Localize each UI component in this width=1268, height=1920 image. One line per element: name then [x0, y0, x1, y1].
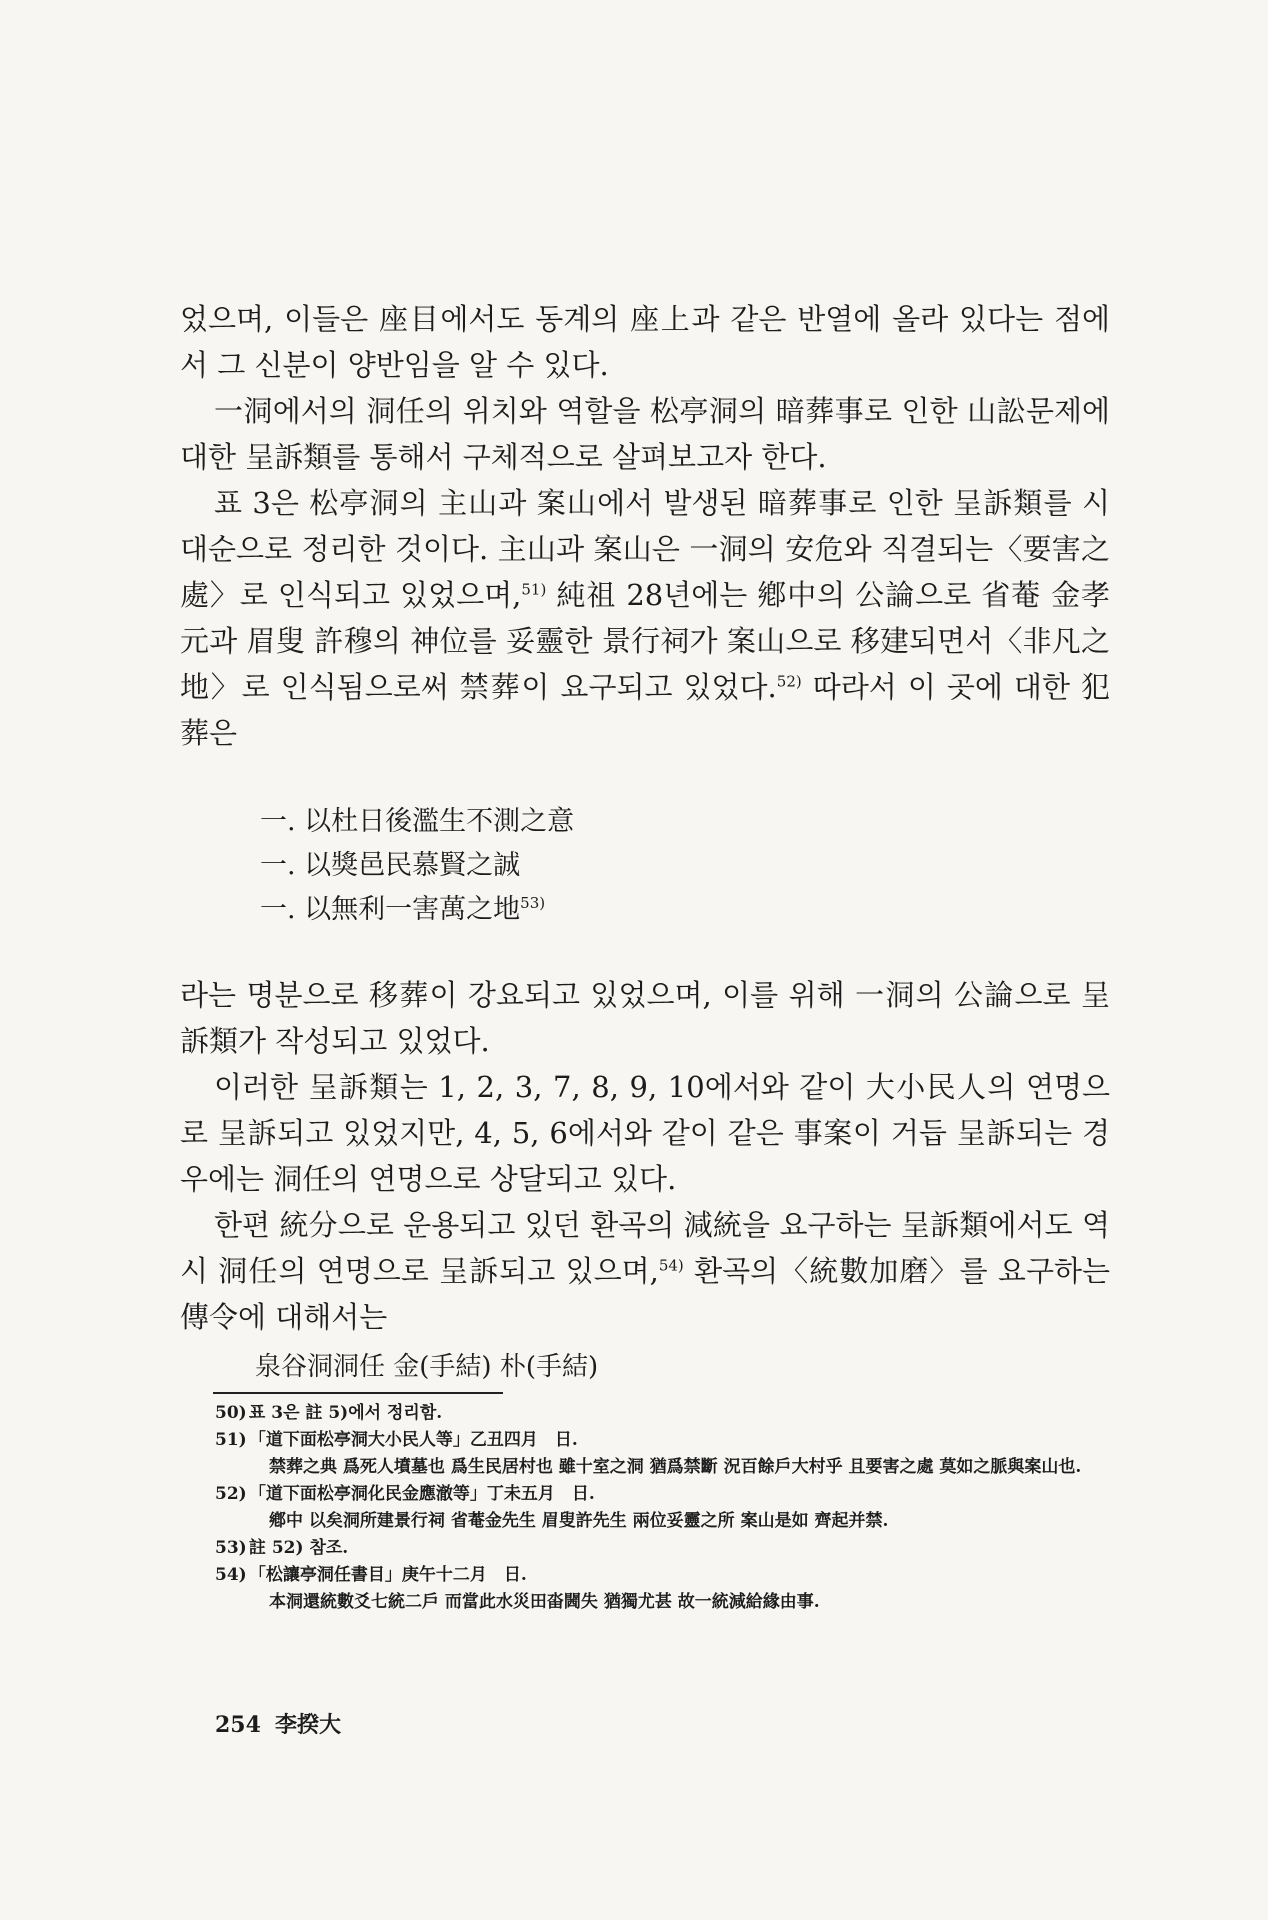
footnote-text: 「松讓亭洞任書目」庚午十二月 日. [248, 1565, 527, 1585]
block-quote [260, 800, 1110, 932]
footnote-number: 51) [215, 1430, 247, 1450]
signature-line: 泉谷洞洞任 金(手結) 朴(手結) [255, 1352, 599, 1382]
footnote [215, 1562, 1115, 1616]
paragraph: 표 3은 松亭洞의 主山과 案山에서 발생된 暗葬事로 인한 呈訴類를 시대순으로 정리한 것이다. 主山과 案山은 一洞의 安危와 직결되는〈要害之處〉로 인식되고 있었으며,$^{51)}$ 純祖 28년에는 鄕中의 公論으로 省菴 金孝元과 眉叟 許穆의 神位를 妥靈한 景行祠가 案山으로 移建되면서〈非凡之地〉로 인식됨으로써 禁葬이 요구되고 있었다.$^{52)}$ 따라서 이 곳에 대한 犯葬은 [180, 486, 1111, 750]
footnote-divider [213, 1392, 503, 1394]
paragraph: 이러한 呈訴類는 1, 2, 3, 7, 8, 9, 10에서와 같이 大小民人의 연명으로 呈訴되고 있었지만, 4, 5, 6에서와 같이 같은 事案이 거듭 呈訴되는 경우에는 洞任의 연명으로 상달되고 있다. [180, 1070, 1110, 1196]
quote-line: 一. 以杜日後濫生不測之意 [260, 806, 575, 837]
footnote-ref: 51) [521, 580, 547, 599]
footnote-quote: 本洞還統數爻七統二戶 而當此水災田畓閪失 猶獨尤甚 故一統減給緣由事. [269, 1592, 820, 1612]
footnote-ref: 52) [776, 672, 802, 691]
footnote-text: 「道下面松亭洞化民金應澈等」丁未五月 日. [248, 1484, 595, 1504]
footnote-number: 53) [215, 1538, 247, 1558]
footnote [215, 1400, 1115, 1427]
paragraph: 라는 명분으로 移葬이 강요되고 있었으며, 이를 위해 一洞의 公論으로 呈訴類가 작성되고 있었다. [180, 978, 1110, 1058]
body-text [180, 296, 1110, 1340]
paragraph: 한편 統分으로 운용되고 있던 환곡의 減統을 요구하는 呈訴類에서도 역시 洞任의 연명으로 呈訴되고 있으며,$^{54)}$ 환곡의〈統數加磨〉를 요구하는 傳令에 대해서는 [180, 1208, 1110, 1334]
footnote-text: 註 52) 참조. [248, 1538, 349, 1558]
running-footer [215, 1708, 355, 1739]
footnote-quote: 禁葬之典 爲死人墳墓也 爲生民居村也 雖十室之洞 猶爲禁斷 況百餘戶大村乎 且要害之處 莫如之脈與案山也. [269, 1457, 1082, 1477]
footnote-number: 52) [215, 1484, 247, 1504]
footnote-number: 54) [215, 1565, 247, 1585]
page-number: 254 [215, 1712, 261, 1738]
footnote-ref: 53) [520, 894, 546, 912]
footnote-ref: 54) [658, 1256, 684, 1275]
footnote [215, 1481, 1115, 1535]
footnote [215, 1535, 1115, 1562]
footnote [215, 1427, 1115, 1481]
paragraph: 一洞에서의 洞任의 위치와 역할을 松亭洞의 暗葬事로 인한 山訟문제에 대한 呈訴類를 통해서 구체적으로 살펴보고자 한다. [180, 394, 1110, 474]
footnote-text: 「道下面松亭洞大小民人等」乙丑四月 日. [248, 1430, 578, 1450]
footnote-number: 50) [215, 1403, 247, 1423]
footnote-text: 표 3은 註 5)에서 정리함. [248, 1403, 443, 1423]
footnotes [215, 1400, 1115, 1616]
footnote-quote: 鄕中 以矣洞所建景行祠 省菴金先生 眉叟許先生 兩位妥靈之所 案山是如 齊起并禁. [269, 1511, 889, 1531]
quote-line: 一. 以獎邑民慕賢之誠 [260, 850, 521, 881]
quote-line: 一. 以無利一害萬之地$^{53)}$ [260, 894, 546, 925]
paragraph: 었으며, 이들은 座目에서도 동계의 座上과 같은 반열에 올라 있다는 점에서 그 신분이 양반임을 알 수 있다. [180, 302, 1110, 382]
author-name: 李揆大 [274, 1712, 341, 1738]
